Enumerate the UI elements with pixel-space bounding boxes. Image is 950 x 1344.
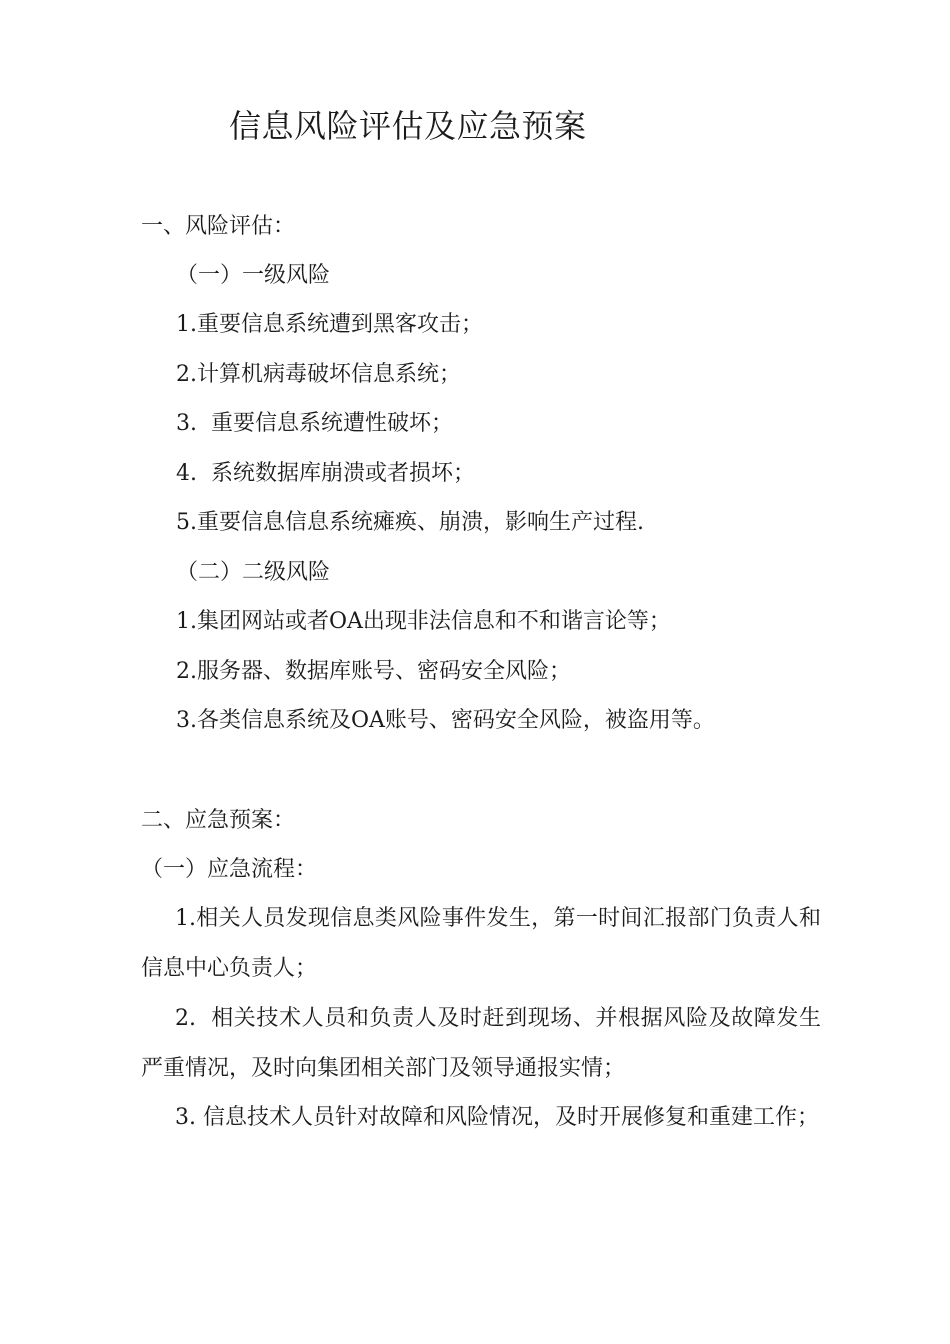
level1-item: 1.重要信息系统遭到黑客攻击； [176, 312, 483, 337]
level1-item: 2.计算机病毒破坏信息系统； [176, 362, 461, 387]
subsection-heading-emergency-process: （一）应急流程： [141, 857, 318, 882]
level1-item: 3. 重要信息系统遭性破坏； [176, 411, 453, 436]
level2-item: 1.集团网站或者OA出现非法信息和不和谐言论等； [176, 609, 671, 634]
section-heading-risk-assessment: 一、风险评估： [141, 214, 296, 239]
section-heading-emergency-plan: 二、应急预案： [141, 808, 296, 833]
subsection-heading-level1-risk: （一）一级风险 [176, 263, 331, 288]
level2-item: 3.各类信息系统及OA账号、密码安全风险，被盗用等。 [176, 708, 715, 733]
process-paragraph: 3. 信息技术人员针对故障和风险情况，及时开展修复和重建工作； [175, 1105, 819, 1130]
subsection-heading-level2-risk: （二）二级风险 [176, 560, 331, 585]
level1-item: 5.重要信息信息系统瘫痪、崩溃，影响生产过程. [176, 510, 644, 535]
level2-item: 2.服务器、数据库账号、密码安全风险； [176, 659, 571, 684]
process-paragraph: 1.相关人员发现信息类风险事件发生，第一时间汇报部门负责人和信息中心负责人； [141, 906, 821, 981]
level1-item: 4. 系统数据库崩溃或者损坏； [176, 461, 475, 486]
process-paragraph: 2. 相关技术人员和负责人及时赶到现场、并根据风险及故障发生严重情况，及时向集团相关部门及领导通报实情； [141, 1006, 821, 1081]
document-title: 信息风险评估及应急预案 [229, 107, 587, 145]
